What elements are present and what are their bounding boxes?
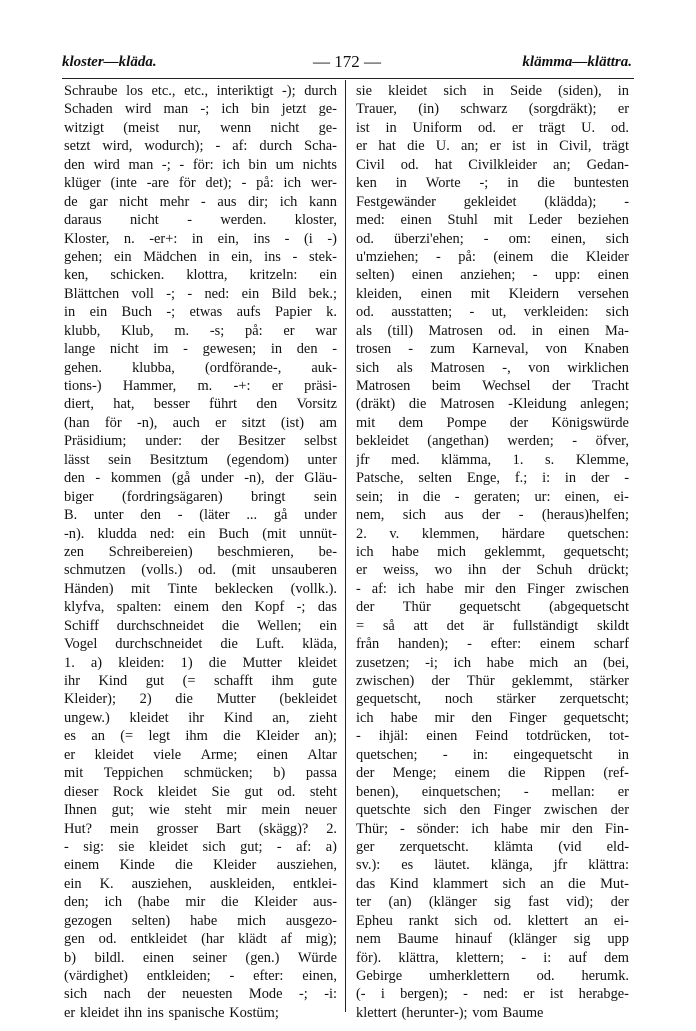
right-column-line: od. ausstatten; - ut, verkleiden: sich	[356, 304, 629, 321]
right-column-line: das Kind klammert sich an die Mut-	[356, 875, 629, 892]
right-column-line: benen), einquetschen; - mellan: er	[356, 783, 629, 800]
right-column-line: Thür; - sönder: ich habe mir den Fin-	[356, 820, 629, 837]
left-column-line: 1. a) kleiden: 1) die Mutter kleidet	[64, 654, 337, 671]
left-column-line: den - kommen (gå under -n), der Gläu-	[64, 470, 337, 487]
right-column-line: - ihjäl: einen Feind totdrücken, tot-	[356, 728, 629, 745]
right-column-line: er weiss, wo ihn der Schuh drückt;	[356, 562, 629, 579]
left-column-line: b) bildl. einen seiner (gen.) Würde	[64, 949, 337, 966]
header-right-guideword: klämma—klättra.	[522, 54, 632, 70]
right-column-line: Trauer, (in) schwarz (sorgdräkt); er	[356, 101, 629, 118]
right-column-line: nem Baume hinauf (klänger sig upp	[356, 931, 629, 948]
right-column-line: klettert (herunter-); vom Baume	[356, 1004, 544, 1021]
left-column-line: Schiff durchschneidet die Wellen; ein	[64, 617, 337, 634]
left-column-line: den wird man -; - för: ich bin um nichts	[64, 156, 337, 173]
left-column-line: (värdighet) entkleiden; - efter: einen,	[64, 968, 337, 984]
right-column-line: ich habe mir den Finger gequetscht;	[356, 709, 629, 726]
right-column	[356, 82, 629, 1022]
right-column-line: trosen - zum Karneval, von Knaben	[356, 341, 629, 358]
left-column-line: Blättchen voll -; - ned: ein Bild bek.;	[64, 285, 337, 302]
right-column-line: der Menge; einem die Rippen (ref-	[356, 765, 629, 782]
right-column-line: zusetzen; -i; ich habe mich an (bei,	[356, 654, 629, 671]
right-column-line: nem, sich aus der - (heraus)helfen;	[356, 507, 629, 524]
right-column-line: sich als Matrosen -, von wirklichen	[356, 359, 629, 376]
left-column-line: klubb, Klub, m. -s; på: er war	[64, 322, 337, 339]
right-column-line: Epheu rankt sich od. klettert an ei-	[356, 912, 629, 929]
left-column-line: sich nach der neuesten Mode -; -i:	[64, 986, 337, 1003]
left-column-line: gezogen selten) habe mich ausgezo-	[64, 912, 337, 929]
left-column-line: Vogel durchschneidet die Luft. kläda,	[64, 636, 337, 653]
left-column-line: witzigt (meist nur, wenn nicht ge-	[64, 119, 337, 136]
right-column-line: er hat die U. an; er ist in Civil, trägt	[356, 138, 629, 155]
left-column-line: schmutzen (volls.) od. (mit unsauberen	[64, 562, 337, 579]
right-column-line: Gebirge umherklettern od. herumk.	[356, 968, 629, 984]
left-column-line: daraus nicht - werden. kloster,	[64, 212, 337, 229]
right-column-line: (- i bergen); - ned: er ist herabge-	[356, 986, 629, 1003]
page-header	[62, 52, 632, 76]
left-column-line: B. unter den - (läter ... gå under	[64, 507, 337, 524]
left-column-line: klüger (inte -are för det); - på: ich wer-	[64, 175, 337, 192]
right-column-line: kleiden, einen mit Kleidern versehen	[356, 285, 629, 302]
right-column-line: ter (an) (klänger sig fast vid); der	[356, 894, 629, 911]
left-column-line: tions-) Hammer, m. -+: er präsi-	[64, 378, 337, 394]
left-column-line: ihr Kind gut (= schafft ihm gute	[64, 673, 337, 689]
left-column	[64, 82, 337, 1022]
header-rule	[62, 78, 634, 79]
right-column-line: als (till) Matrosen od. in einen Ma-	[356, 322, 629, 339]
right-column-line: från handen); - efter: einem scharf	[356, 636, 629, 653]
left-column-line: er kleidet viele Arme; einen Altar	[64, 746, 337, 763]
right-column-line: 2. v. klemmen, härdare quetschen:	[356, 525, 629, 542]
left-column-line: (han för -n), auch er sitzt (ist) am	[64, 414, 337, 431]
left-column-line: er kleidet ihn ins spanische Kostüm;	[64, 1004, 279, 1021]
right-column-line: sie kleidet sich in Seide (siden), in	[356, 83, 629, 99]
right-column-line: ist in Uniform od. er trägt U. od.	[356, 119, 629, 136]
right-column-line: sein; in die - geraten; ur: einen, ei-	[356, 488, 629, 505]
right-column-line: Matrosen beim Wechsel der Tracht	[356, 378, 629, 394]
left-column-line: mit Teppichen schmücken; b) passa	[64, 765, 337, 782]
left-column-line: Schaden wird man -; ich bin jetzt ge-	[64, 101, 337, 118]
right-column-line: ger zerquetscht. klämta (vid eld-	[356, 838, 629, 855]
left-column-line: Kleider); 2) die Mutter (bekleidet	[64, 691, 337, 708]
right-column-line: jfr med. klämma, 1. s. Klemme,	[356, 451, 629, 468]
right-column-line: selten) einen anziehen; - upp: einen	[356, 267, 629, 284]
right-column-line: för). klättra, klettern; - i: auf dem	[356, 949, 629, 966]
right-column-line: ich habe mich geklemmt, gequetscht;	[356, 543, 629, 560]
right-column-line: bekleidet (angethan) werden; - öfver,	[356, 433, 629, 450]
right-column-line: Festgewänder gekleidet (klädda); -	[356, 193, 629, 210]
right-column-line: med: einen Stuhl mit Leder beziehen	[356, 212, 629, 229]
right-column-line: Patsche, selten Enge, f.; i: in der -	[356, 470, 629, 487]
left-column-line: den; ich (habe mir die Kleider aus-	[64, 894, 337, 911]
left-column-line: einem Kinde die Kleider ausziehen,	[64, 857, 337, 874]
right-column-line: ken in Worte -; in die buntesten	[356, 175, 629, 192]
left-column-line: ein K. ausziehen, auskleiden, entklei-	[64, 875, 337, 892]
right-column-line: mit dem Pompe der Königswürde	[356, 414, 629, 431]
left-column-line: -n). kludda ned: ein Buch (mit unnüt-	[64, 525, 337, 542]
left-column-line: dieser Rock kleidet Sie gut od. steht	[64, 783, 337, 800]
right-column-line: der Thür gequetscht (abgequetscht	[356, 599, 629, 616]
left-column-line: Schraube los etc., etc., interiktigt -); durch	[64, 83, 337, 99]
left-column-line: Ihnen gut; wie steht mir mein neuer	[64, 802, 337, 819]
column-divider	[345, 80, 346, 1012]
right-column-line: sv.): es läutet. klänga, jfr klättra:	[356, 857, 629, 874]
left-column-line: Händen) mit Tinte beklecken (vollk.).	[64, 580, 337, 597]
left-column-line: Präsidium; under: der Besitzer selbst	[64, 433, 337, 450]
left-column-line: biger (fordringsägaren) bringt sein	[64, 488, 337, 505]
right-column-line: quetschte sich den Finger zwischen der	[356, 802, 629, 819]
left-column-line: diert, hat, besser führt den Vorsitz	[64, 396, 337, 413]
left-column-line: - sig: sie kleidet sich gut; - af: a)	[64, 838, 337, 855]
left-column-line: Kloster, n. -er+: in ein, ins - (i -)	[64, 230, 337, 247]
left-column-line: setzt wird, wodurch); - af: durch Scha-	[64, 138, 337, 155]
right-column-line: Civil od. hat Civilkleider an; Gedan-	[356, 156, 629, 173]
left-column-line: Hut? mein grosser Bart (skägg)? 2.	[64, 820, 337, 837]
left-column-line: ken, schicken. klottra, kritzeln: ein	[64, 267, 337, 284]
left-column-line: ungew.) kleidet ihr Kind an, zieht	[64, 709, 337, 726]
right-column-line: gequetscht, noch stärker zerquetscht;	[356, 691, 629, 708]
page-number: — 172 —	[313, 52, 381, 71]
left-column-line: gen od. entkleidet (har klädt af mig);	[64, 931, 337, 948]
left-column-line: es an (= legt ihm die Kleider an);	[64, 728, 337, 745]
right-column-line: = så att det är fullständigt skildt	[356, 617, 629, 634]
right-column-line: u'mziehen; - på: (einem die Kleider	[356, 248, 629, 265]
right-column-line: zwischen) der Thür geklemmt, stärker	[356, 673, 629, 689]
left-column-line: de gar nicht mehr - aus dir; ich kann	[64, 193, 337, 210]
right-column-line: - af: ich habe mir den Finger zwischen	[356, 580, 629, 597]
right-column-line: od. überzi'ehen; - om: einen, sich	[356, 230, 629, 247]
left-column-line: gehen; ein Mädchen in ein, ins - stek-	[64, 248, 337, 265]
right-column-line: quetschen; - in: eingequetscht in	[356, 746, 629, 763]
header-left-guideword: kloster—kläda.	[62, 54, 157, 70]
left-column-line: lange nicht im - gewesen; in den -	[64, 341, 337, 358]
left-column-line: in ein Buch -; etwas aufs Papier k.	[64, 304, 337, 321]
left-column-line: gehen. klubba, (ordförande-, auk-	[64, 359, 337, 376]
left-column-line: lässt sein Besitztum (egendom) unter	[64, 451, 337, 468]
left-column-line: zen Schreibereien) beschmieren, be-	[64, 543, 337, 560]
left-column-line: klyfva, spalten: einem den Kopf -; das	[64, 599, 337, 616]
right-column-line: (dräkt) die Matrosen -Kleidung anlegen;	[356, 396, 629, 413]
